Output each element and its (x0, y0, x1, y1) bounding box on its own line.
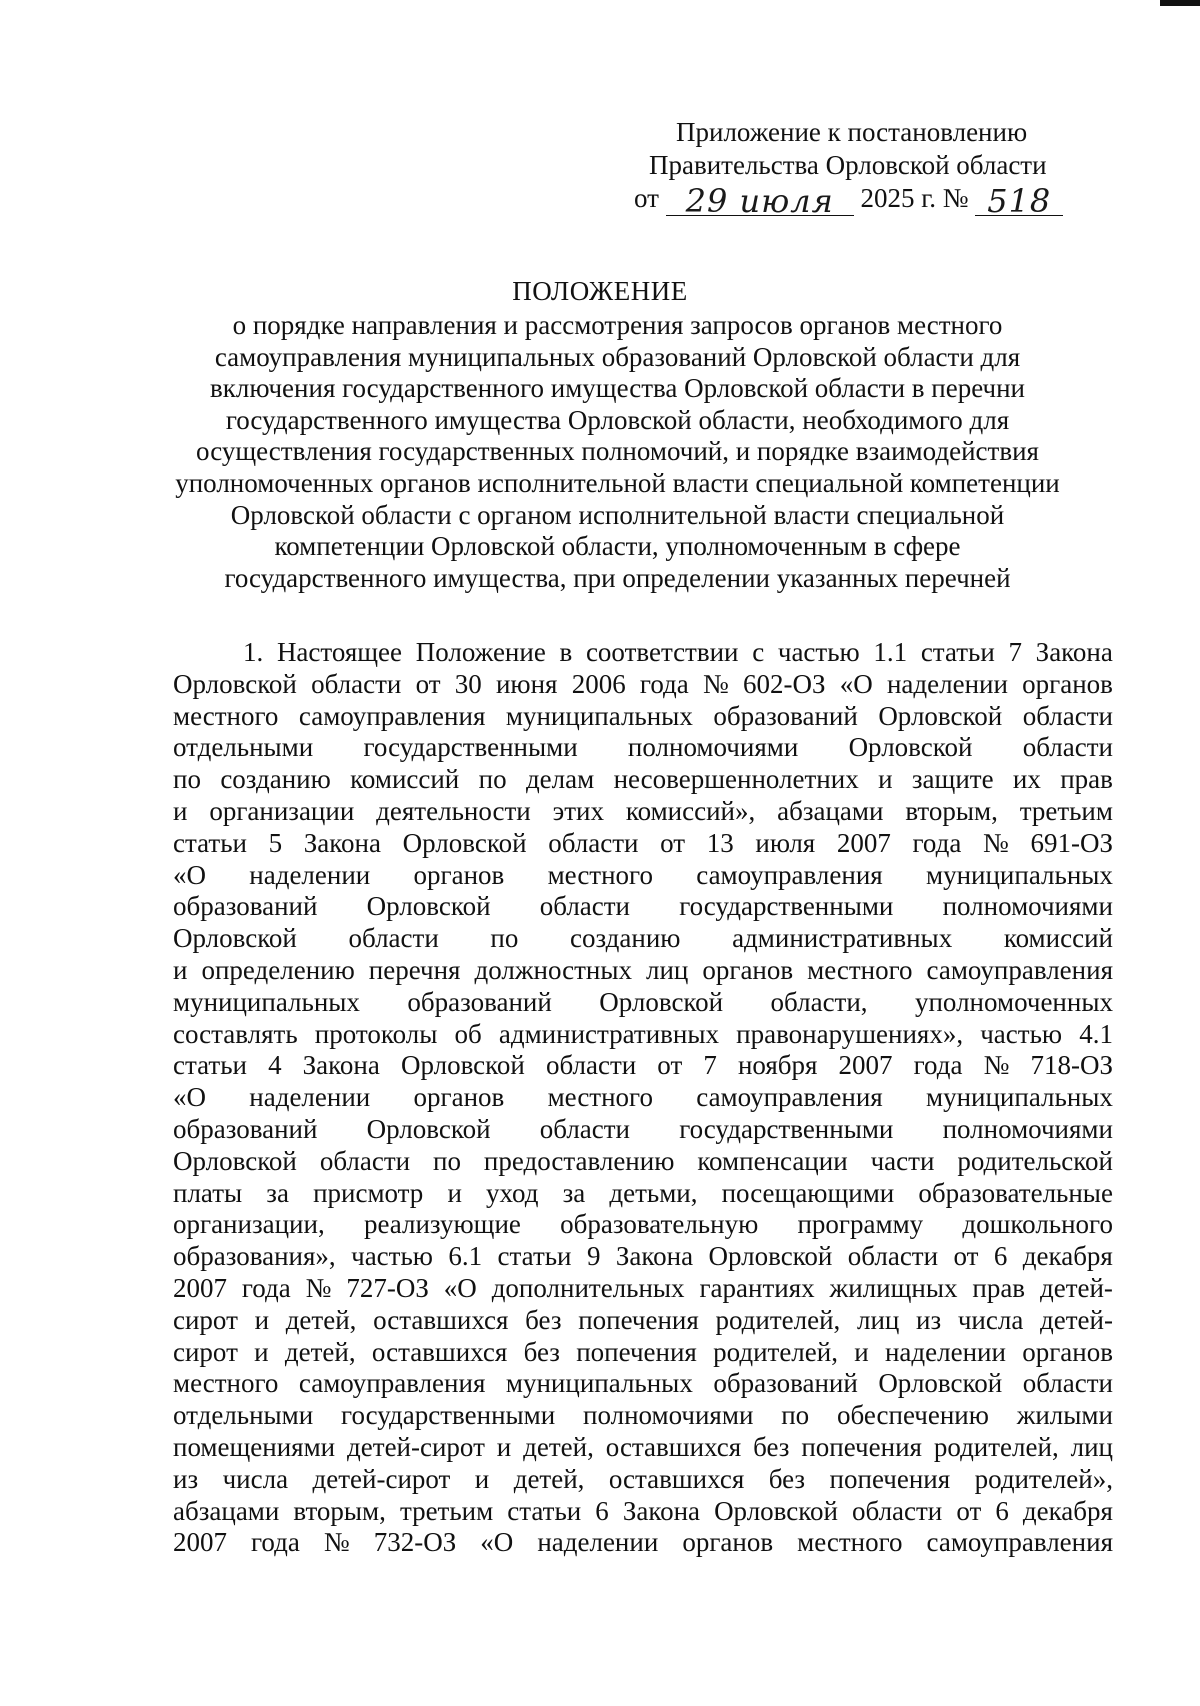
body-line (173, 1178, 1113, 1210)
body-word: «О (839, 668, 873, 699)
body-word: уход (486, 1177, 539, 1208)
body-word: административных (732, 923, 953, 954)
body-word: № (983, 1050, 1010, 1081)
body-word: от (956, 1495, 982, 1526)
body-word: Орловской (599, 986, 724, 1017)
appendix-year-number-label: 2025 г. № (860, 183, 969, 213)
body-word: органов (1022, 1336, 1113, 1367)
body-paragraph (173, 637, 1113, 1559)
body-word: муниципальных (505, 700, 693, 731)
body-word: без (753, 1431, 790, 1462)
handwritten-date: 29 июля (685, 182, 834, 220)
body-word: по (781, 1400, 810, 1431)
body-word: лиц (1070, 1431, 1113, 1462)
body-line (173, 1305, 1113, 1337)
body-word: муниципальных (926, 1082, 1113, 1113)
body-word: несовершеннолетних (613, 764, 859, 795)
body-word: наделении (886, 668, 1008, 699)
body-word: вторым, (293, 1495, 386, 1526)
body-line (173, 1527, 1113, 1559)
body-word: области (852, 1495, 943, 1526)
body-word: № (323, 1527, 350, 1558)
body-word: оставшихся (373, 1304, 509, 1335)
body-word: за (562, 1177, 586, 1208)
body-word: детей, (523, 1431, 594, 1462)
body-word: сирот (173, 1304, 238, 1335)
body-word: детей-сирот (347, 1431, 485, 1462)
body-word: Закона (303, 827, 381, 858)
body-word: области (311, 668, 402, 699)
body-word: частью (351, 1241, 433, 1272)
body-word: части (870, 1145, 935, 1176)
document-subtitle (150, 310, 1085, 594)
appendix-line-3 (560, 182, 1100, 222)
body-word: образований (713, 700, 858, 731)
body-word: 5 (268, 827, 283, 858)
body-word: 6 (595, 1495, 609, 1526)
body-word: № (983, 827, 1009, 858)
body-word: сирот (173, 1336, 238, 1367)
body-line (173, 1050, 1113, 1082)
body-word: деятельности (376, 795, 531, 826)
body-word: самоуправления (696, 1082, 883, 1113)
body-word: родителей, (715, 1304, 841, 1335)
body-word: наделении (249, 859, 371, 890)
body-word: программу (797, 1209, 924, 1240)
subtitle-line: самоуправления муниципальных образований Орловской области для (214, 341, 1021, 372)
body-word: статьи (507, 1495, 582, 1526)
body-word: и (496, 1431, 512, 1462)
body-word: Орловской (173, 923, 297, 954)
subtitle-line: уполномоченных органов исполнительной власти специальной компетенции (175, 467, 1060, 498)
body-word: местного (547, 1082, 653, 1113)
body-word: оставшихся (371, 1336, 508, 1367)
body-word: № (305, 1272, 332, 1303)
body-word: 4.1 (1079, 1018, 1113, 1049)
body-word: Орловской (848, 732, 973, 763)
body-word: за (266, 1177, 289, 1208)
subtitle-line: Орловской области с органом исполнительной власти специальной (230, 499, 1005, 530)
body-word: правонарушениях», (736, 1018, 964, 1049)
body-word: 7 (703, 1050, 717, 1081)
body-word: Орловской (878, 1368, 1003, 1399)
document-title: ПОЛОЖЕНИЕ (512, 276, 688, 306)
body-line (173, 923, 1113, 955)
body-word: года (241, 1272, 291, 1303)
handwritten-number: 518 (987, 182, 1052, 220)
body-word: области (545, 1050, 637, 1081)
body-word: детей- (1039, 1304, 1113, 1335)
body-word: Орловской (366, 891, 491, 922)
body-word: абзацами (777, 795, 884, 826)
body-word: области, (770, 986, 868, 1017)
body-word: отдельными (173, 732, 314, 763)
body-word: лиц (856, 1304, 900, 1335)
body-word: местного (547, 859, 653, 890)
body-word: административных (498, 1018, 720, 1049)
body-word: самоуправления (696, 859, 883, 890)
body-word: прав (972, 1272, 1026, 1303)
body-word: и (447, 1177, 462, 1208)
body-word: области (348, 923, 439, 954)
body-word: детей, (513, 1463, 585, 1494)
body-word: самоуправления (926, 954, 1113, 985)
body-word: статьи (173, 827, 247, 858)
body-line (173, 1496, 1113, 1528)
body-word: государственными (341, 1400, 556, 1431)
subtitle-line: государственного имущества, при определении указанных перечней (224, 562, 1011, 593)
body-word: статьи (920, 637, 995, 667)
body-word: образовательные (918, 1177, 1113, 1208)
body-word: 6 (995, 1495, 1009, 1526)
body-word: созданию (220, 764, 331, 795)
body-word: области (539, 1113, 631, 1144)
body-word: ноября (737, 1050, 818, 1081)
body-word: протоколы (314, 1018, 438, 1049)
body-word: 7 (1008, 637, 1022, 667)
body-word: органов (1022, 668, 1113, 699)
body-word: 2006 (571, 668, 626, 699)
body-word: наделении (537, 1527, 659, 1558)
body-word: посещающими (721, 1177, 895, 1208)
date-blank (666, 182, 854, 220)
body-word: без (523, 1336, 560, 1367)
body-word: области (1022, 732, 1113, 763)
body-word: самоуправления (298, 1368, 486, 1399)
body-word: детей, (284, 1336, 356, 1367)
body-line (173, 1464, 1113, 1496)
body-word: июня (495, 668, 558, 699)
body-line (173, 987, 1113, 1019)
body-word: и (173, 795, 188, 826)
body-word: детей, (285, 1304, 357, 1335)
body-word: детей- (1039, 1272, 1113, 1303)
body-word: наделении (249, 1082, 371, 1113)
body-word: года (913, 1050, 963, 1081)
body-word: 2007 (838, 1050, 893, 1081)
body-line (173, 955, 1113, 987)
body-word: органов (413, 1082, 505, 1113)
body-word: от (953, 1241, 979, 1272)
body-word: области (548, 827, 639, 858)
body-line (173, 764, 1113, 796)
body-word: оставшихся (608, 1463, 745, 1494)
subtitle-line: государственного имущества Орловской области, необходимого для (225, 404, 1010, 435)
body-word: третьим (1019, 795, 1113, 826)
body-word: их (1012, 764, 1041, 795)
body-word: Положение (415, 637, 546, 667)
body-word: частью (777, 637, 860, 667)
body-word: муниципальных (173, 986, 360, 1017)
body-word: июля (755, 827, 816, 858)
body-word: Настоящее (276, 637, 403, 667)
body-word: 30 (454, 668, 482, 699)
body-line (173, 1273, 1113, 1305)
body-word: области (847, 1241, 939, 1272)
body-word: местного (807, 954, 913, 985)
body-word: самоуправления (298, 700, 486, 731)
body-word: Закона (615, 1241, 694, 1272)
body-word: Орловской (402, 827, 527, 858)
body-word: комиссий», (625, 795, 756, 826)
body-word: родителей, (933, 1431, 1059, 1462)
body-word: 2007 (173, 1527, 227, 1558)
body-word: из (916, 1304, 942, 1335)
body-word: компенсации (697, 1145, 848, 1176)
body-word: с (752, 637, 765, 667)
body-word: полномочиями (942, 891, 1113, 922)
body-word: 13 (706, 827, 734, 858)
body-word: полномочиями (627, 732, 799, 763)
body-word: государственными (679, 891, 894, 922)
body-word: числа (222, 1463, 289, 1494)
body-word: года (251, 1527, 300, 1558)
body-word: дошкольного (962, 1209, 1113, 1240)
body-word: платы (173, 1177, 243, 1208)
body-line (173, 732, 1113, 764)
body-word: 2007 (836, 827, 891, 858)
body-word: муниципальных (505, 1368, 693, 1399)
body-word: образований (173, 891, 318, 922)
body-word: по (490, 923, 519, 954)
body-word: Орловской (173, 1145, 297, 1176)
body-word: «О (480, 1527, 514, 1558)
body-line (173, 1368, 1113, 1400)
body-word: составлять (173, 1018, 298, 1049)
body-word: присмотр (313, 1177, 424, 1208)
body-word: и (878, 764, 893, 795)
body-word: делам (525, 764, 595, 795)
body-line (173, 1019, 1113, 1051)
body-word: по (433, 1145, 461, 1176)
body-line (173, 701, 1113, 733)
body-word: 602-ОЗ (742, 668, 826, 699)
body-word: 2007 (173, 1272, 227, 1303)
body-word: Орловской (173, 668, 297, 699)
body-word: декабря (1022, 1241, 1113, 1272)
body-word: муниципальных (926, 859, 1113, 890)
body-word: и (254, 1336, 269, 1367)
body-word: гарантиях (699, 1272, 815, 1303)
body-word: определению (201, 954, 355, 985)
body-word: созданию (569, 923, 681, 954)
body-line (173, 860, 1113, 892)
appendix-block (560, 116, 1100, 222)
body-word: органов (682, 1527, 774, 1558)
body-line (173, 1432, 1113, 1464)
body-line (173, 1241, 1113, 1273)
body-word: дополнительных (491, 1272, 685, 1303)
body-word: реализующие (363, 1209, 521, 1240)
body-line (173, 891, 1113, 923)
body-word: № (703, 668, 729, 699)
body-word: отдельными (173, 1400, 314, 1431)
subtitle-line: осуществления государственных полномочий, и порядке взаимодействия (196, 436, 1039, 467)
body-line (173, 669, 1113, 701)
body-word: попечения (801, 1431, 922, 1462)
body-word: и (854, 1336, 869, 1367)
body-word: абзацами (173, 1495, 280, 1526)
body-word: местного (173, 700, 279, 731)
body-word: без (768, 1463, 806, 1494)
body-line (173, 1337, 1113, 1369)
body-word: третьим (399, 1495, 494, 1526)
body-word: предоставлению (483, 1145, 675, 1176)
body-word: этих (552, 795, 604, 826)
body-word: по (478, 764, 507, 795)
body-word: образовательную (560, 1209, 759, 1240)
appendix-line-1: Приложение к постановлению (676, 117, 1028, 147)
body-word: родительской (957, 1145, 1113, 1176)
body-word: от (660, 827, 686, 858)
body-word: 732-ОЗ (373, 1527, 457, 1558)
body-word: Закона (302, 1050, 380, 1081)
body-word: об (454, 1018, 482, 1049)
body-word: государственными (363, 732, 578, 763)
appendix-from-label: от (634, 183, 659, 213)
body-line (173, 1400, 1113, 1432)
body-word: 9 (586, 1241, 601, 1272)
subtitle-line: компетенции Орловской области, уполномоченным в сфере (274, 531, 961, 562)
body-word: родителей», (974, 1463, 1113, 1494)
body-word: местного (797, 1527, 903, 1558)
body-word: 6 (993, 1241, 1008, 1272)
body-word: 691-ОЗ (1030, 827, 1113, 858)
body-word: 727-ОЗ (346, 1272, 429, 1303)
body-word: 4 (268, 1050, 282, 1081)
body-word: Орловской (400, 1050, 525, 1081)
scan-corner-mark (1160, 0, 1200, 6)
body-word: декабря (1022, 1495, 1113, 1526)
body-word: статьи (173, 1050, 247, 1081)
body-word: области (1022, 1368, 1113, 1399)
body-word: детьми, (609, 1177, 698, 1208)
body-line (173, 637, 1113, 669)
appendix-line-2: Правительства Орловской области (649, 150, 1047, 180)
body-word: Закона (622, 1495, 701, 1526)
body-word: и (173, 954, 188, 985)
body-word: попечения (578, 1304, 699, 1335)
body-word: детей-сирот (312, 1463, 451, 1494)
body-line (173, 828, 1113, 860)
body-word: образований (407, 986, 552, 1017)
body-word: наделении (884, 1336, 1006, 1367)
body-word: лиц (646, 954, 689, 985)
subtitle-line: о порядке направления и рассмотрения запросов органов местного (232, 310, 1003, 340)
body-word: родителей, (713, 1336, 838, 1367)
body-word: местного (173, 1368, 279, 1399)
body-word: государственными (679, 1113, 894, 1144)
number-blank (975, 182, 1063, 220)
body-word: перечня (368, 954, 461, 985)
body-word: организации (209, 795, 355, 826)
body-word: должностных (474, 954, 632, 985)
body-word: уполномоченных (914, 986, 1113, 1017)
body-word: организации, (173, 1209, 325, 1240)
body-word: области (539, 891, 631, 922)
body-word: попечения (576, 1336, 697, 1367)
body-word: оставшихся (605, 1431, 742, 1462)
body-word: частью (980, 1018, 1063, 1049)
body-word: защите (911, 764, 994, 795)
body-line (173, 1114, 1113, 1146)
body-word: органов (702, 954, 794, 985)
body-word: образования», (173, 1241, 336, 1272)
body-word: комиссий (350, 764, 460, 795)
body-word: соответствии (585, 637, 739, 667)
body-word: 718-ОЗ (1030, 1050, 1113, 1081)
body-line (173, 1209, 1113, 1241)
body-word: 1.1 (873, 637, 908, 667)
body-word: года (912, 827, 962, 858)
body-word: обеспечению (836, 1400, 989, 1431)
body-word: 6.1 (448, 1241, 483, 1272)
body-word: органов (413, 859, 505, 890)
body-word: попечения (829, 1463, 951, 1494)
body-word: Закона (1035, 637, 1113, 667)
body-word: числа (957, 1304, 1024, 1335)
body-word: Орловской (366, 1113, 491, 1144)
body-line (173, 796, 1113, 828)
body-word: жилищных (829, 1272, 958, 1303)
body-word: в (559, 637, 573, 667)
body-word: полномочиями (942, 1113, 1113, 1144)
body-word: Орловской (708, 1241, 833, 1272)
body-word: самоуправления (926, 1527, 1113, 1558)
body-word: от (415, 668, 441, 699)
body-word: образований (713, 1368, 858, 1399)
body-word: комиссий (1003, 923, 1113, 954)
body-word: вторым, (905, 795, 998, 826)
body-word: без (525, 1304, 562, 1335)
body-word: жилыми (1016, 1400, 1113, 1431)
body-word: Орловской (714, 1495, 838, 1526)
body-word: «О (173, 859, 206, 890)
body-line (173, 1146, 1113, 1178)
body-word: от (657, 1050, 683, 1081)
body-word: области (1022, 700, 1113, 731)
body-word: и (254, 1304, 270, 1335)
body-word: из (173, 1463, 199, 1494)
body-word: «О (173, 1082, 206, 1113)
body-word: помещениями (173, 1431, 336, 1462)
body-word: образований (173, 1113, 318, 1144)
body-word: области (319, 1145, 411, 1176)
body-word: и (474, 1463, 490, 1494)
body-word: Орловской (878, 700, 1003, 731)
body-line (173, 1082, 1113, 1114)
body-word: года (639, 668, 689, 699)
subtitle-line: включения государственного имущества Орловской области в перечни (210, 373, 1025, 404)
body-word: прав (1060, 764, 1113, 795)
body-word: полномочиями (583, 1400, 754, 1431)
body-word: статьи (497, 1241, 572, 1272)
body-word: «О (443, 1272, 477, 1303)
body-word: 1. (243, 637, 264, 667)
body-word: по (173, 764, 201, 795)
